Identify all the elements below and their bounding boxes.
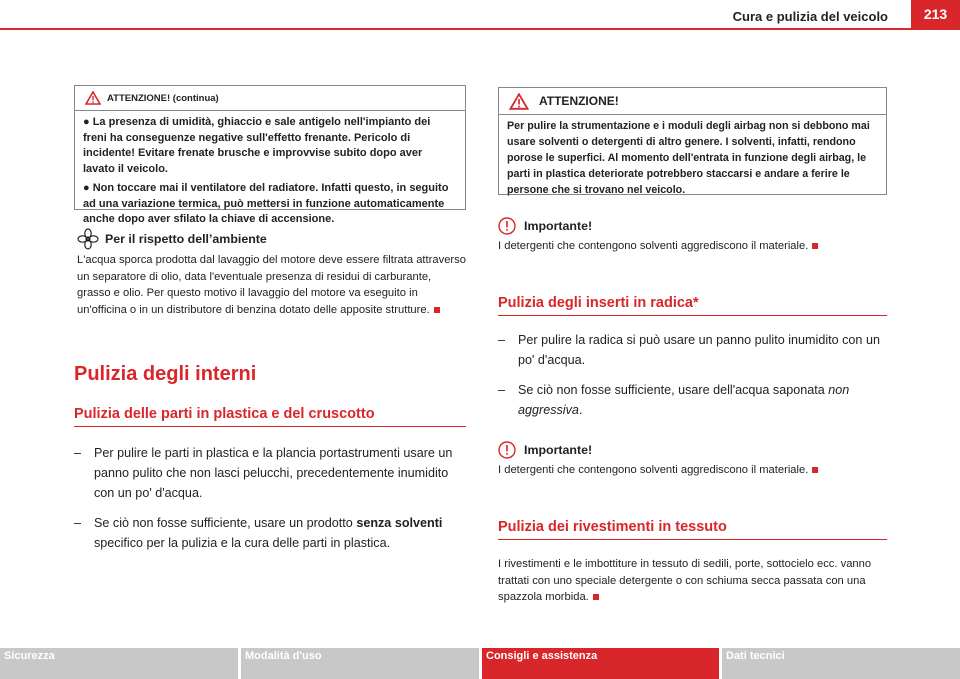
end-marker-icon <box>812 467 818 473</box>
warning-triangle-icon <box>509 93 529 110</box>
important-note <box>498 217 888 255</box>
warning-body: Per pulire la strumentazione e i moduli degli airbag non si debbono mai usare solventi o detergenti di altro genere. I solventi, infatti, rendono porose le superfici. Al momento dell'entrata in funzione degli airbag, le parti in plastica deteriorate potrebbero staccarsi e andare a ferire le persone che si trovano nel veicolo. <box>507 120 870 196</box>
important-note <box>498 441 888 479</box>
section-title-interior: Pulizia degli interni <box>74 363 257 385</box>
end-marker-icon <box>434 307 440 313</box>
environment-heading <box>77 228 467 250</box>
warning-body <box>75 111 465 236</box>
list-item: – Se ciò non fosse sufficiente, usare un prodotto senza solventi specifico per la pulizia e la cura delle parti in plastica. <box>74 516 443 550</box>
fabric-text: I rivestimenti e le imbottiture in tessuto di sedili, porte, sottocielo ecc. vanno trattati con uno speciale detergente o con schiuma secca passata con una spazzola morbida. <box>498 558 872 603</box>
flower-icon <box>77 228 99 250</box>
end-marker-icon <box>593 594 599 600</box>
warning-title: ATTENZIONE! (continua) <box>107 92 219 104</box>
bullet-icon: ● <box>83 182 93 194</box>
important-heading <box>498 217 888 235</box>
important-heading <box>498 441 888 459</box>
environment-section <box>77 228 467 318</box>
subsection-title-wood: Pulizia degli inserti in radica* <box>498 295 887 316</box>
footer-tab-advice[interactable]: Consigli e assistenza <box>482 648 719 679</box>
important-title: Importante! <box>524 443 593 457</box>
warning-item: ● La presenza di umidità, ghiaccio e sale antigelo nell'impianto dei freni ha conseguenze negative sull'effetto frenante. Pericolo di incidente! Evitare frenate brusche e improvvise subito dopo aver lavato il veicolo. <box>83 116 431 175</box>
warning-item: ● Non toccare mai il ventilatore del radiatore. Infatti questo, in seguito ad una variazione termica, può mettersi in funzione automaticamente anche dopo aver sfilato la chiave di accensione. <box>83 182 449 225</box>
bullet-icon: ● <box>83 116 93 128</box>
list-item: – Se ciò non fosse sufficiente, usare dell'acqua saponata non aggressiva. <box>498 383 850 417</box>
warning-title: ATTENZIONE! <box>539 94 619 108</box>
environment-text: L'acqua sporca prodotta dal lavaggio del motore deve essere filtrata attraverso un separatore di olio, data l'eventuale presenza di residui di carburante, grasso e olio. Per questo motivo il lavaggio del motore va eseguito in un'officina o in un distributore di benzina dotato delle apposite strutture. <box>77 254 466 316</box>
footer-tab-technical[interactable]: Dati tecnici <box>722 648 960 679</box>
warning-triangle-icon <box>85 91 101 105</box>
important-text: I detergenti che contengono solventi aggrediscono il materiale. <box>498 462 888 479</box>
warning-header <box>499 88 886 115</box>
environment-title: Per il rispetto dell’ambiente <box>105 232 267 246</box>
header-rule <box>0 28 960 30</box>
plastic-instructions <box>74 443 466 553</box>
warning-box-continued <box>74 85 466 225</box>
page-header-title: Cura e pulizia del veicolo <box>732 9 888 24</box>
footer-tab-safety[interactable]: Sicurezza <box>0 648 238 679</box>
subsection-title-plastic: Pulizia delle parti in plastica e del cruscotto <box>74 406 466 427</box>
list-item: – Per pulire le parti in plastica e la plancia portastrumenti usare un panno pulito che non lasci pelucchi, precedentemente inumidito con un po' d'acqua. <box>74 446 453 500</box>
wood-instructions <box>498 330 888 420</box>
warning-box-airbag <box>498 87 887 195</box>
important-text: I detergenti che contengono solventi aggrediscono il materiale. <box>498 238 888 255</box>
subsection-title-fabric: Pulizia dei rivestimenti in tessuto <box>498 519 887 540</box>
end-marker-icon <box>812 243 818 249</box>
exclamation-icon <box>498 217 516 235</box>
important-title: Importante! <box>524 219 593 233</box>
footer-tab-usage[interactable]: Modalità d'uso <box>241 648 479 679</box>
warning-header <box>75 86 465 111</box>
exclamation-icon <box>498 441 516 459</box>
page-number: 213 <box>911 0 960 28</box>
list-item: – Per pulire la radica si può usare un panno pulito inumidito con un po' d'acqua. <box>498 333 880 367</box>
